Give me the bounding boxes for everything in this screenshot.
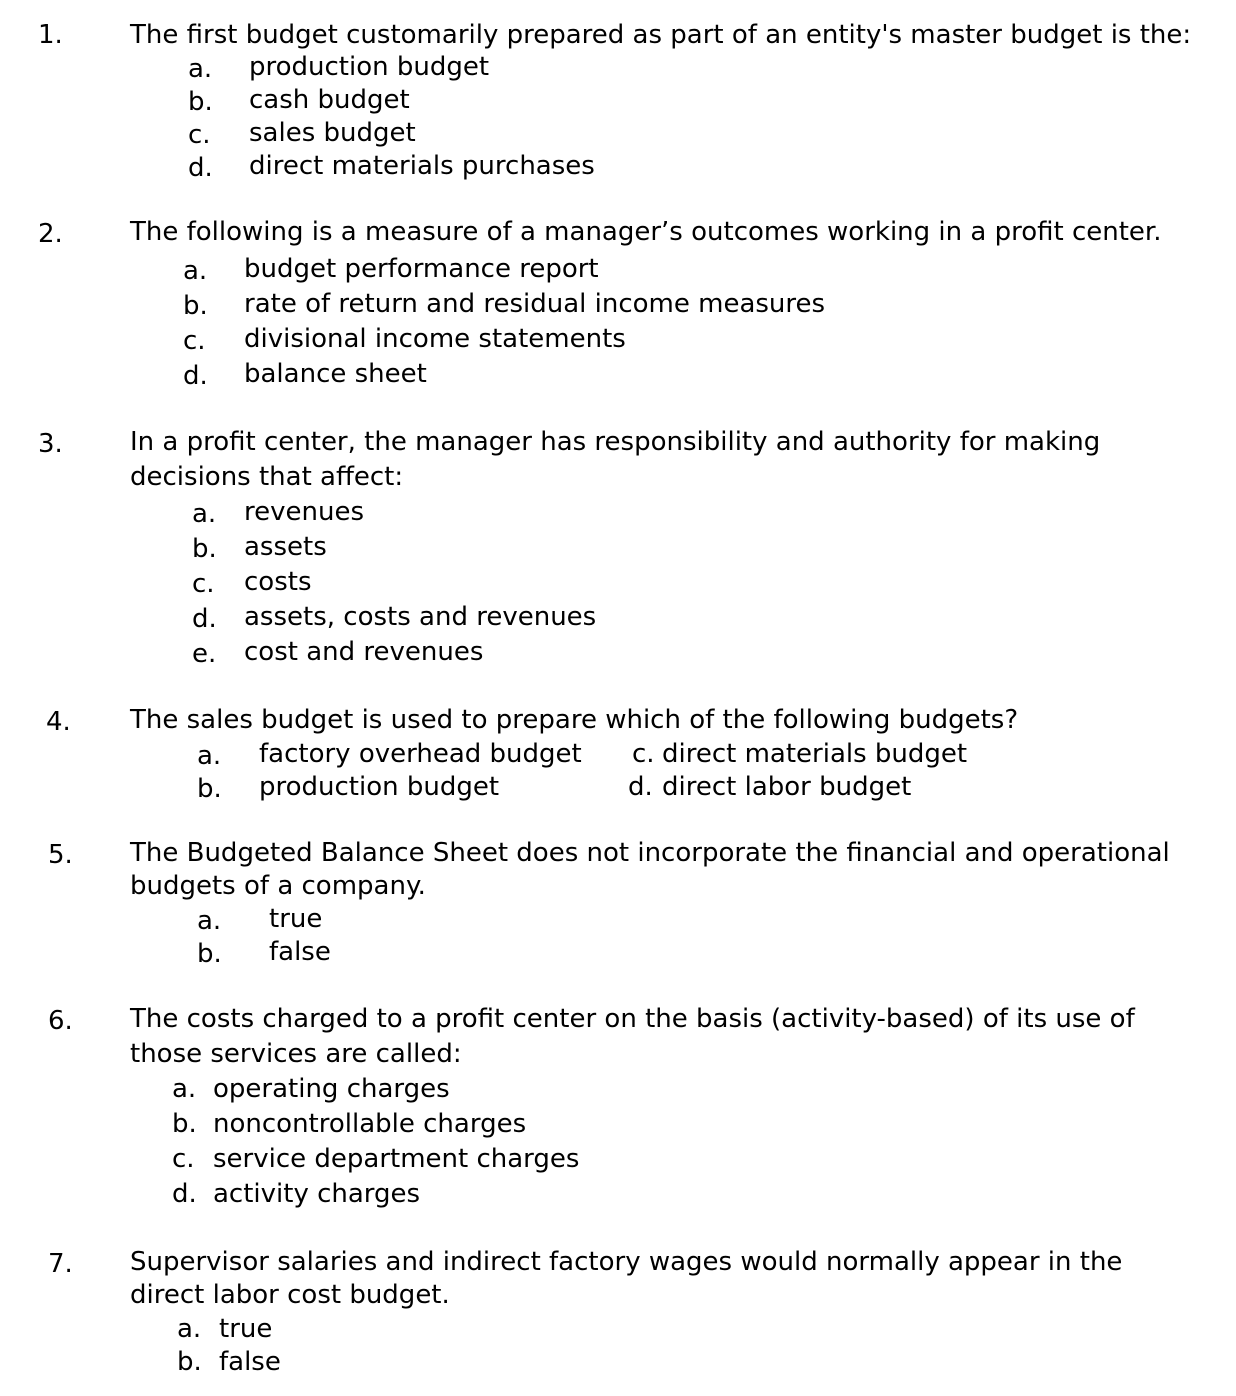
option-text: cost and revenues <box>244 637 484 667</box>
option-letter: b. <box>188 87 213 117</box>
option-text: activity charges <box>213 1179 421 1209</box>
option-letter: c. <box>192 569 215 599</box>
option-text: production budget <box>259 772 500 802</box>
option-text: budget performance report <box>244 254 599 284</box>
option-text: operating charges <box>213 1074 450 1104</box>
option-letter: d. <box>183 361 208 391</box>
option-text: direct labor budget <box>662 772 912 802</box>
option-letter: a. <box>197 906 222 936</box>
option-text: divisional income statements <box>244 324 626 354</box>
question-number: 5. <box>48 840 73 870</box>
option-text: true <box>269 904 323 934</box>
question-number: 4. <box>46 707 71 737</box>
option-text: direct materials purchases <box>249 151 595 181</box>
question-text: The costs charged to a profit center on the basis (activity-based) of its use of <box>130 1004 1135 1034</box>
option-letter: b. <box>192 534 217 564</box>
option-letter: b. <box>172 1109 197 1139</box>
option-letter: a. <box>188 54 213 84</box>
option-text: true <box>219 1314 273 1344</box>
option-text: production budget <box>249 52 490 82</box>
option-letter: b. <box>197 774 222 804</box>
option-letter: d. <box>188 153 213 183</box>
option-text: revenues <box>244 497 364 527</box>
question-text: The following is a measure of a manager’s outcomes working in a profit center. <box>130 217 1162 247</box>
option-text: false <box>219 1347 281 1377</box>
question-number: 6. <box>48 1006 73 1036</box>
option-text: sales budget <box>249 118 416 148</box>
option-text: balance sheet <box>244 359 427 389</box>
option-letter: c. <box>632 739 655 769</box>
question-text-continued: decisions that affect: <box>130 462 404 492</box>
option-text: noncontrollable charges <box>213 1109 527 1139</box>
option-letter: a. <box>192 499 217 529</box>
question-number: 1. <box>38 20 63 50</box>
option-text: direct materials budget <box>662 739 968 769</box>
option-text: factory overhead budget <box>259 739 582 769</box>
option-letter: d. <box>192 604 217 634</box>
question-text: In a profit center, the manager has responsibility and authority for making <box>130 427 1101 457</box>
question-number: 2. <box>38 219 63 249</box>
option-text: service department charges <box>213 1144 580 1174</box>
question-number: 7. <box>48 1249 73 1279</box>
option-letter: a. <box>183 256 208 286</box>
question-text: The first budget customarily prepared as part of an entity's master budget is the: <box>130 20 1192 50</box>
option-text: cash budget <box>249 85 410 115</box>
question-text: The sales budget is used to prepare which of the following budgets? <box>130 705 1019 735</box>
option-letter: b. <box>183 291 208 321</box>
option-letter: b. <box>197 939 222 969</box>
option-letter: c. <box>188 120 211 150</box>
option-letter: c. <box>172 1144 195 1174</box>
option-letter: b. <box>177 1347 202 1377</box>
option-letter: a. <box>197 741 222 771</box>
option-text: rate of return and residual income measures <box>244 289 826 319</box>
question-number: 3. <box>38 429 63 459</box>
question-text-continued: budgets of a company. <box>130 871 426 901</box>
option-text: assets <box>244 532 327 562</box>
question-text: Supervisor salaries and indirect factory wages would normally appear in the <box>130 1247 1123 1277</box>
option-letter: d. <box>172 1179 197 1209</box>
option-letter: a. <box>177 1314 202 1344</box>
option-text: assets, costs and revenues <box>244 602 597 632</box>
option-text: costs <box>244 567 312 597</box>
question-text-continued: direct labor cost budget. <box>130 1280 450 1310</box>
question-text-continued: those services are called: <box>130 1039 462 1069</box>
option-letter: c. <box>183 326 206 356</box>
option-letter: a. <box>172 1074 197 1104</box>
option-letter: d. <box>628 772 653 802</box>
option-letter: e. <box>192 639 217 669</box>
option-text: false <box>269 937 331 967</box>
question-text: The Budgeted Balance Sheet does not incorporate the financial and operational <box>130 838 1170 868</box>
